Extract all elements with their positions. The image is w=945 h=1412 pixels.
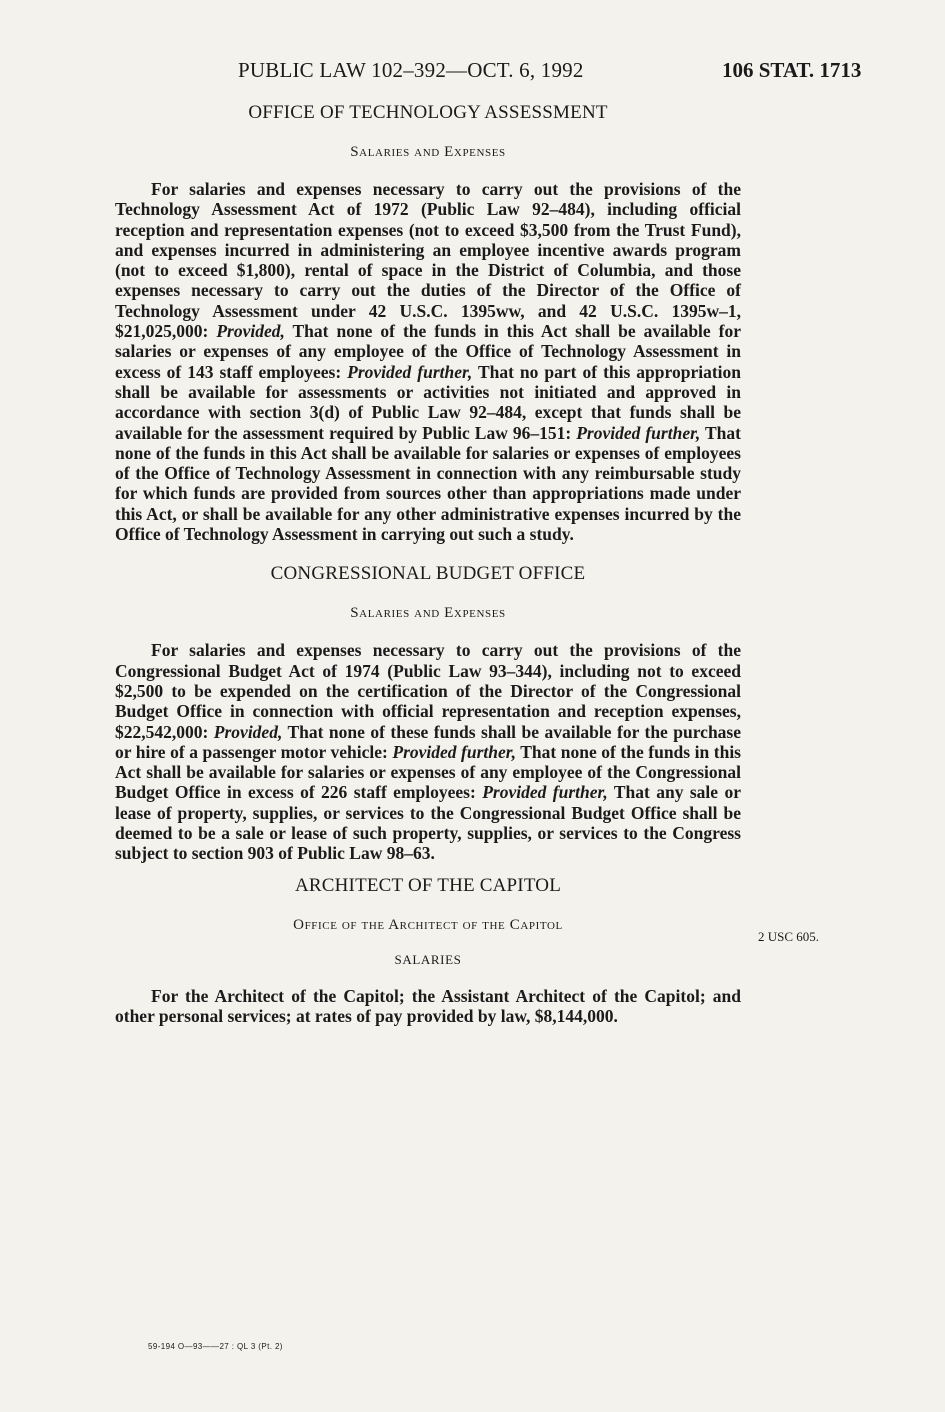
section-architect [115, 875, 741, 1027]
paragraph-text: That any sale or lease of property, supplies, or services to the Congressional Budget Office shall be deemed to be a sale or lease of such property, supplies, or services to the Congress subject to section 903 of Public Law 98–63. [115, 782, 741, 864]
section-cbo [115, 563, 741, 863]
paragraph-text: That no part of this appropriation shall be available for assessments or activities not initiated and approved in accordance with section 3(d) of Public Law 92–484, except that funds shall be available for the assessment required by Public Law 96–151: [115, 361, 741, 443]
page-header [0, 58, 945, 84]
section-paragraph [115, 640, 741, 863]
statute-page-number: 106 STAT. 1713 [722, 58, 862, 82]
proviso-phrase: Provided further, [482, 782, 608, 803]
section-ota [115, 102, 741, 544]
section-heading: OFFICE OF TECHNOLOGY ASSESSMENT [248, 102, 608, 123]
margin-citation-note: 2 USC 605. [758, 929, 820, 944]
section-paragraph [115, 179, 741, 544]
section-subheading: Office of the Architect of the Capitol [293, 916, 563, 933]
paragraph-text: For the Architect of the Capitol; the Assistant Architect of the Capitol; and other personal services; at rates of pay provided by law, $8,144,000. [115, 985, 741, 1026]
paragraph-text: That none of the funds in this Act shall be available for salaries or expenses of employees of the Office of Technology Assessment in connection with any reimbursable study for which funds are provided from sources other than appropriations made under this Act, or shall be available for any other administrative expenses incurred by the Office of Technology Assessment in carrying out such a study. [115, 422, 741, 545]
paragraph-text: That none of the funds in this Act shall be available for salaries or expenses of any employee of the Office of Technology Assessment in excess of 143 staff employees: [115, 321, 742, 382]
paragraph-text: That none of the funds in this Act shall be available for salaries or expenses of any employee of the Congressional Budget Office in excess of 226 staff employees: [115, 741, 741, 803]
proviso-phrase: Provided further, [347, 361, 473, 382]
document-body [115, 102, 741, 1045]
section-subsubheading: SALARIES [394, 951, 462, 967]
running-head: PUBLIC LAW 102–392—OCT. 6, 1992 [238, 58, 584, 82]
proviso-phrase: Provided, [216, 321, 285, 342]
proviso-phrase: Provided further, [392, 741, 517, 762]
printer-imprint: 59-194 O—93——27 : QL 3 (Pt. 2) [148, 1342, 283, 1351]
section-heading: CONGRESSIONAL BUDGET OFFICE [270, 563, 586, 585]
section-paragraph [115, 986, 741, 1027]
paragraph-text: For salaries and expenses necessary to carry out the provisions of the Technology Assessment Act of 1972 (Public Law 92–484), including official reception and representation expenses (not to exceed $3,500 from the Trust Fund), and expenses incurred in administering an employee incentive awards program (not to exceed $1,800), rental of space in the District of Columbia, and those expenses necessary to carry out the duties of the Director of the Office of Technology Assessment under 42 U.S.C. 1395ww, and 42 U.S.C. 1395w–1, $21,025,000: [115, 179, 741, 342]
paragraph-text: For salaries and expenses necessary to carry out the provisions of the Congressional Budget Act of 1974 (Public Law 93–344), including not to exceed $2,500 to be expended on the certification of the Director of the Congressional Budget Office in connection with official representation and reception expenses, $22,542,000: [115, 640, 741, 742]
paragraph-text: That none of these funds shall be available for the purchase or hire of a passenger motor vehicle: [115, 721, 742, 762]
section-subheading: Salaries and Expenses [350, 144, 506, 160]
section-heading: ARCHITECT OF THE CAPITOL [294, 874, 562, 896]
section-subheading: Salaries and Expenses [350, 605, 506, 622]
proviso-phrase: Provided, [213, 721, 283, 742]
proviso-phrase: Provided further, [576, 422, 701, 443]
